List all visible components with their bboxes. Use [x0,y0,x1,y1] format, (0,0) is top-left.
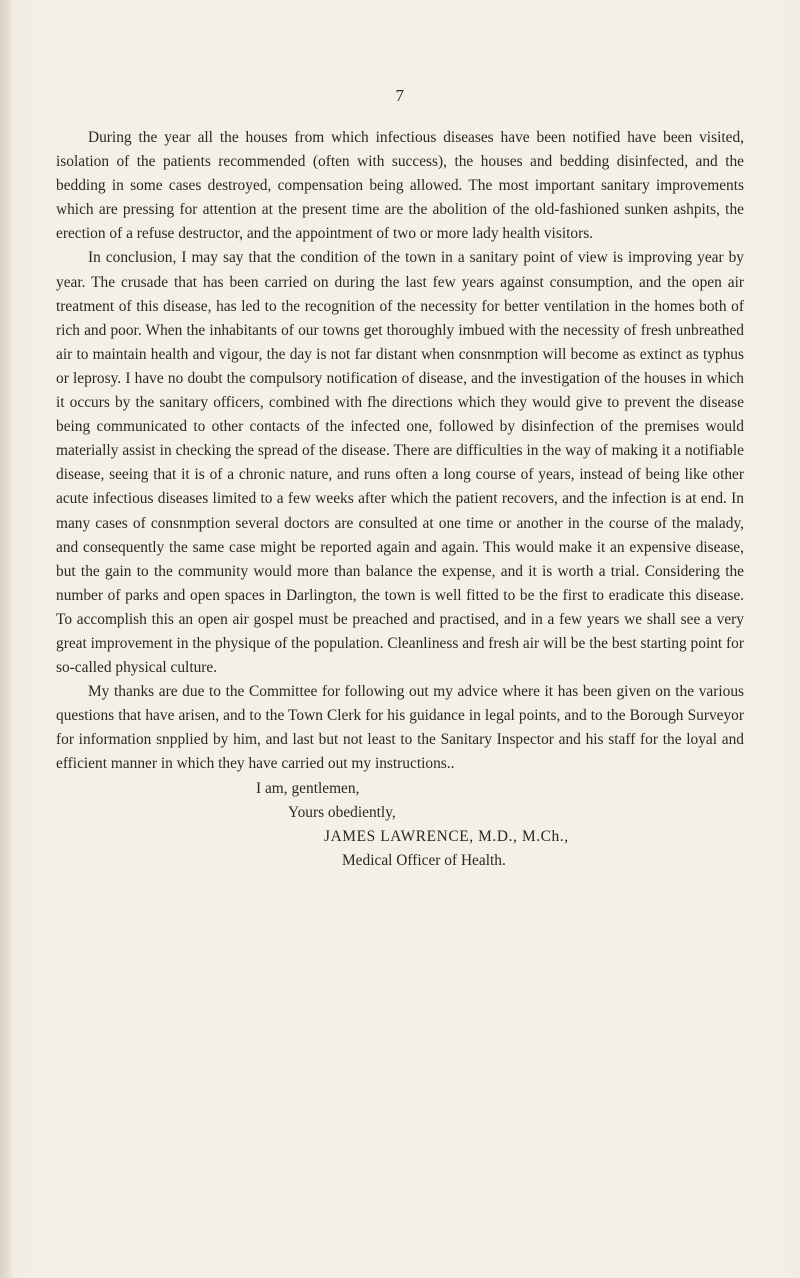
report-body [56,126,744,873]
signature-name: JAMES LAWRENCE, M.D., M.Ch., [324,827,569,845]
page-number: 7 [395,86,405,105]
paragraph-conclusion: In conclusion, I may say that the condition of the town in a sanitary point of view is improving year by year. The crusade that has been carried on during the last few years against consumption, and the open air treatment of this disease, has led to the recognition of the necessity for better ventilation in the homes both of rich and poor. When the inhabitants of our towns get thoroughly imbued with the necessity of fresh unbreathed air to maintain health and vigour, the day is not far distant when consnmption will become as extinct as typhus or leprosy. I have no doubt the compulsory notification of disease, and the investigation of the houses in which it occurs by the sanitary officers, combined with fhe directions which they would give to prevent the disease being communicated to other contacts of the infected one, followed by disinfection of the premises would materially assist in checking the spread of the disease. There are difficulties in the way of making it a notifiable disease, seeing that it is of a chronic nature, and runs often a long course of years, instead of being like other acute infectious diseases limited to a few weeks after which the patient recovers, and the infection is at end. In many cases of consnmption several doctors are consulted at one time or another in the course of the malady, and consequently the same case might be reported again and again. This would make it an expensive disease, but the gain to the community would more than balance the expense, and it is worth a trial. Considering the number of parks and open spaces in Darlington, the town is well fitted to be the first to eradicate this disease. To accomplish this an open air gospel must be preached and practised, and in a few years we shall see a very great improvement in the physique of the population. Cleanliness and fresh air will be the best starting point for so-called physical culture. [56,249,744,677]
letter-closing [56,777,744,873]
paragraph-thanks: My thanks are due to the Committee for following out my advice where it has been given on the various questions that have arisen, and to the Town Clerk for his guidance in legal points, and to the Borough Surveyor for information snpplied by him, and last but not least to the Sanitary Inspector and his staff for the loyal and efficient manner in which they have carried out my instructions.. [56,683,744,773]
closing-regards: Yours obediently, [288,803,396,821]
page-edge [0,0,12,1278]
signature-title: Medical Officer of Health. [342,851,506,869]
closing-salutation: I am, gentlemen, [256,779,360,797]
paragraph-infectious-diseases: During the year all the houses from which infectious diseases have been notified have been visited, isolation of the patients recommended (often with success), the houses and bedding disinfected, and the bedding in some cases destroyed, compensation being allowed. The most important sanitary improvements which are pressing for attention at the present time are the abolition of the old-fashioned sunken ashpits, the erection of a refuse destructor, and the appointment of two or more lady health visitors. [56,129,744,243]
